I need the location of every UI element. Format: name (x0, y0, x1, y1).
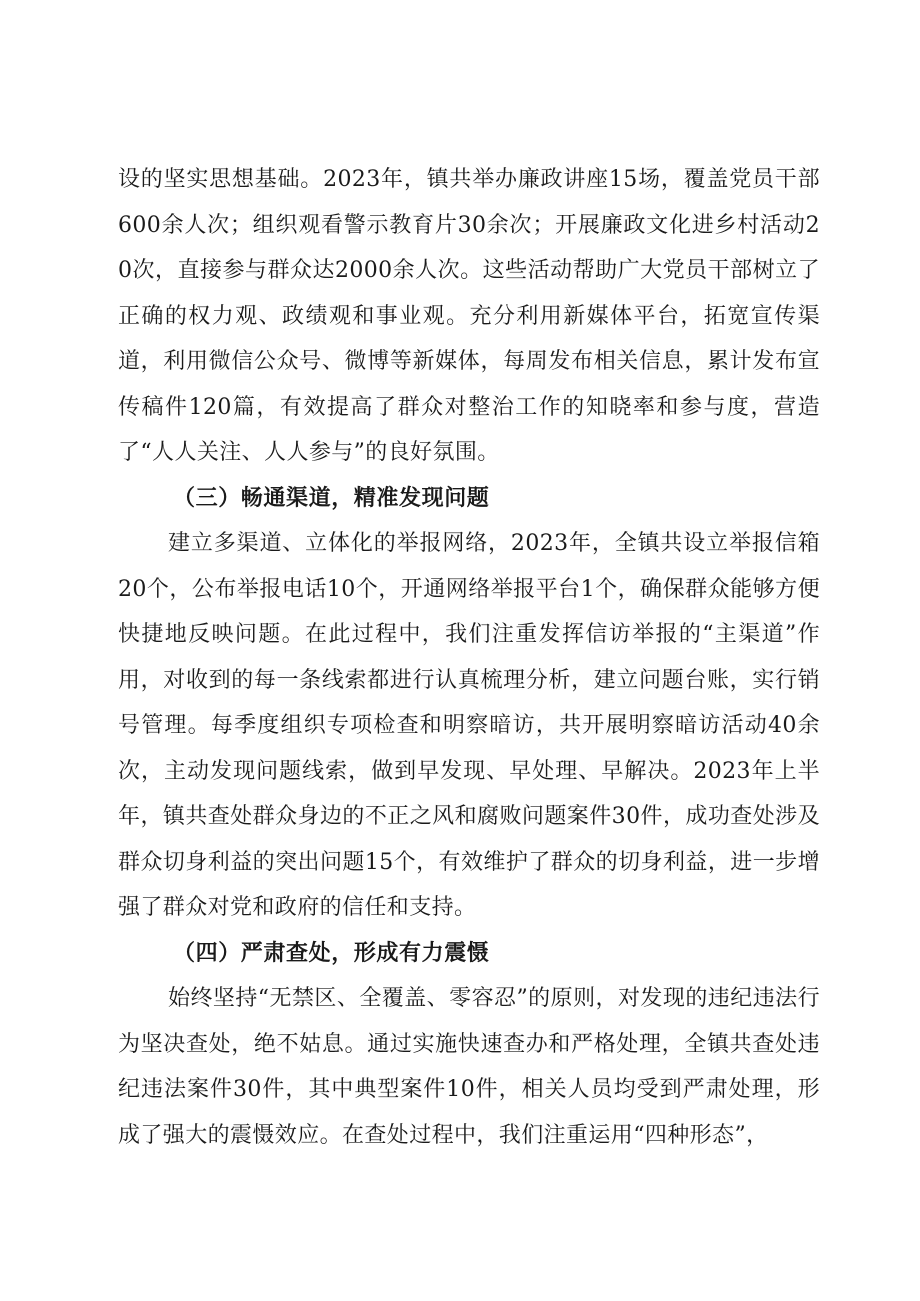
paragraph-intro-continuation: 设的坚实思想基础。2023年，镇共举办廉政讲座15场，覆盖党员干部600余人次；组织观看警示教育片30余次；开展廉政文化进乡村活动20次，直接参与群众达2000余人次。这些活动帮助广大党员干部树立了正确的权力观、政绩观和事业观。充分利用新媒体平台，拓宽宣传渠道，利用微信公众号、微博等新媒体，每周发布相关信息，累计发布宣传稿件120篇，有效提高了群众对整治工作的知晓率和参与度，营造了“人人关注、人人参与”的良好氛围。 (118, 167, 820, 465)
document-body (118, 157, 820, 1158)
section-heading-3: （三）畅通渠道，精准发现问题 (173, 484, 490, 511)
paragraph-section-4: 始终坚持“无禁区、全覆盖、零容忍”的原则，对发现的违纪违法行为坚决查处，绝不姑息。通过实施快速查办和严格处理，全镇共查处违纪违法案件30件，其中典型案件10件，相关人员均受到严肃处理，形成了强大的震慑效应。在查处过程中，我们注重运用“四种形态”， (118, 986, 820, 1148)
section-heading-4: （四）严肃查处，形成有力震慑 (173, 939, 490, 966)
paragraph-section-3: 建立多渠道、立体化的举报网络，2023年，全镇共设立举报信箱20个，公布举报电话10个，开通网络举报平台1个，确保群众能够方便快捷地反映问题。在此过程中，我们注重发挥信访举报的“主渠道”作用，对收到的每一条线索都进行认真梳理分析，建立问题台账，实行销号管理。每季度组织专项检查和明察暗访，共开展明察暗访活动40余次，主动发现问题线索，做到早发现、早处理、早解决。2023年上半年，镇共查处群众身边的不正之风和腐败问题案件30件，成功查处涉及群众切身利益的突出问题15个，有效维护了群众的切身利益，进一步增强了群众对党和政府的信任和支持。 (118, 531, 820, 920)
